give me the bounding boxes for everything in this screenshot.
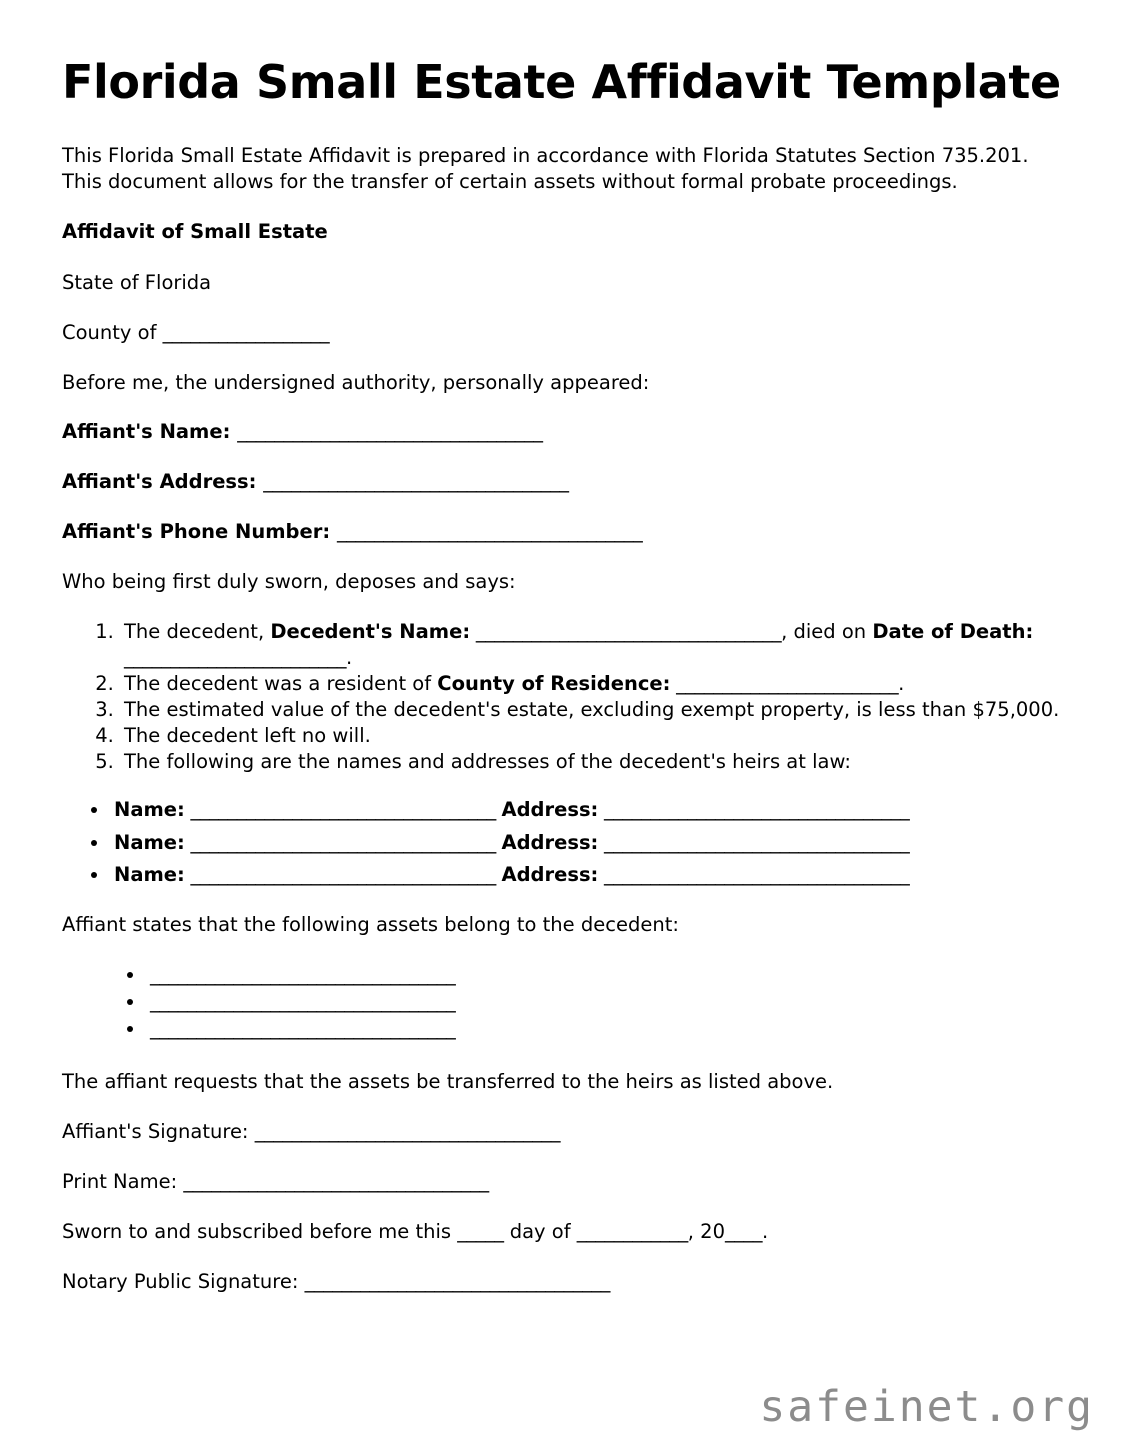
heir-name-label: Name: (114, 830, 185, 854)
heir-name-label: Name: (114, 863, 185, 887)
intro-paragraph: This Florida Small Estate Affidavit is prepared in accordance with Florida Statutes Section 735.201. This document allows for the transfer of certain assets without formal probate proceedings. (62, 143, 1029, 193)
decedent-name-blank[interactable]: _________________________________ (470, 620, 782, 644)
affiant-phone-field (62, 519, 1062, 545)
county-blank[interactable]: __________________ (162, 320, 330, 344)
decedent-name-label: Decedent's Name: (270, 620, 471, 644)
heir-name-blank[interactable]: _________________________________ (184, 830, 502, 854)
sworn-year-prefix: , 20 (687, 1219, 725, 1243)
assets-intro-line: Affiant states that the following assets belong to the decedent: (62, 913, 679, 937)
sworn-end-text: . (761, 1219, 769, 1243)
item-text-mid: , died on (781, 620, 873, 644)
affiant-signature-blank[interactable]: _________________________________ (254, 1119, 560, 1143)
list-item (146, 1016, 1062, 1043)
list-item (110, 797, 1062, 823)
heir-name-blank[interactable]: _________________________________ (184, 863, 502, 887)
page-title: Florida Small Estate Affidavit Template (62, 55, 1061, 109)
county-label: County of (62, 320, 163, 344)
affiant-signature-field (62, 1119, 1062, 1145)
heir-address-blank[interactable]: _________________________________ (598, 797, 910, 821)
heir-name-blank[interactable]: _________________________________ (184, 797, 502, 821)
sworn-before-pre: Sworn to and subscribed before me this (62, 1219, 458, 1243)
county-of-residence-blank[interactable]: ________________________ (670, 671, 899, 695)
sworn-month-blank[interactable]: ____________ (576, 1219, 688, 1243)
print-name-field (62, 1169, 1062, 1195)
item-text-post: . (346, 646, 353, 670)
heir-name-label: Name: (114, 797, 185, 821)
item-text-post: . (898, 671, 905, 695)
list-item (120, 619, 1062, 671)
list-item: 3. The estimated value of the decedent's estate, excluding exempt property, is less than $75,000. (120, 697, 1062, 723)
heir-address-label: Address: (501, 863, 599, 887)
affiant-address-field (62, 469, 1062, 495)
sworn-day-blank[interactable]: _____ (457, 1219, 504, 1243)
state-line: State of Florida (62, 270, 212, 294)
sworn-intro-line: Who being first duly sworn, deposes and says: (62, 570, 516, 594)
notary-signature-label: Notary Public Signature: (62, 1269, 305, 1293)
affiant-name-field (62, 419, 1062, 445)
item-text-pre: The decedent was a resident of (124, 671, 438, 695)
list-item (120, 671, 1062, 697)
notary-signature-field (62, 1269, 1062, 1295)
declarations-list (62, 619, 1062, 775)
county-of-residence-label: County of Residence: (437, 671, 671, 695)
heir-address-label: Address: (501, 830, 599, 854)
asset-blank[interactable]: _________________________________ (150, 1017, 456, 1041)
affiant-name-blank[interactable]: _________________________________ (237, 420, 543, 444)
asset-blank[interactable]: _________________________________ (150, 963, 456, 987)
list-item (110, 862, 1062, 888)
list-item (146, 962, 1062, 989)
affiant-name-label: Affiant's Name: (62, 420, 238, 444)
date-of-death-label: Date of Death: (872, 620, 1034, 644)
affiant-phone-label: Affiant's Phone Number: (62, 520, 337, 544)
county-field (62, 320, 1062, 346)
heirs-list (62, 797, 1062, 889)
list-item: 4. The decedent left no will. (120, 723, 1062, 749)
print-name-blank[interactable]: _________________________________ (183, 1169, 489, 1193)
list-item (146, 989, 1062, 1016)
affiant-address-label: Affiant's Address: (62, 470, 264, 494)
asset-blank[interactable]: _________________________________ (150, 990, 456, 1014)
transfer-request-line: The affiant requests that the assets be transferred to the heirs as listed above. (62, 1070, 834, 1094)
date-of-death-blank[interactable]: ________________________ (124, 646, 346, 670)
assets-list (62, 962, 1062, 1043)
heir-address-blank[interactable]: _________________________________ (598, 830, 910, 854)
heir-address-blank[interactable]: _________________________________ (598, 863, 910, 887)
sworn-mid-text: day of (503, 1219, 577, 1243)
list-item (110, 830, 1062, 856)
heir-address-label: Address: (501, 797, 599, 821)
notary-signature-blank[interactable]: _________________________________ (304, 1269, 610, 1293)
affiant-address-blank[interactable]: _________________________________ (263, 470, 569, 494)
before-me-line: Before me, the undersigned authority, personally appeared: (62, 370, 650, 394)
affiant-signature-label: Affiant's Signature: (62, 1119, 255, 1143)
sworn-before-field (62, 1219, 1062, 1245)
sworn-year-blank[interactable]: ____ (724, 1219, 762, 1243)
list-item: 5. The following are the names and addresses of the decedent's heirs at law: (120, 749, 1062, 775)
item-text-pre: The decedent, (124, 620, 271, 644)
section-heading-affidavit: Affidavit of Small Estate (62, 219, 328, 243)
affiant-phone-blank[interactable]: _________________________________ (336, 520, 643, 544)
watermark: safeinet.org (759, 1382, 1094, 1432)
print-name-label: Print Name: (62, 1169, 184, 1193)
